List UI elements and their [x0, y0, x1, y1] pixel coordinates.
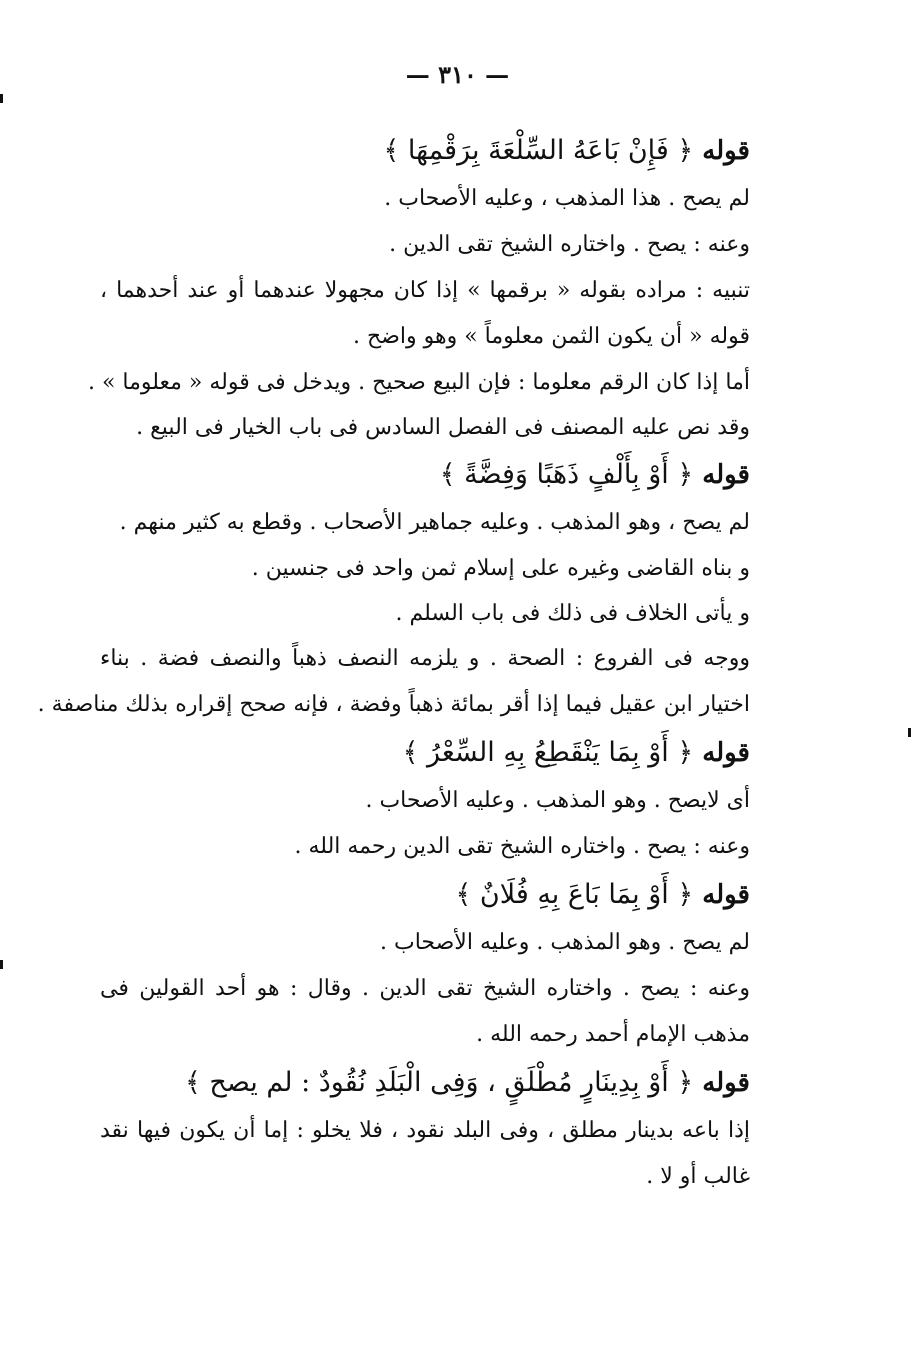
heading-keyword: قوله [702, 738, 750, 768]
paragraph-line: لم يصح . وهو المذهب . وعليه الأصحاب . [380, 930, 750, 955]
paragraph-line: لم يصح . هذا المذهب ، وعليه الأصحاب . [384, 186, 750, 211]
scan-edge-mark [0, 960, 3, 969]
paragraph-line: ووجه فى الفروع : الصحة . و يلزمه النصف ذهباً والنصف فضة . بناء [100, 646, 750, 671]
heading-quote: ﴿ فَإِنْ بَاعَهُ السِّلْعَةَ بِرَقْمِهَا ﴾ [383, 135, 694, 166]
note-line: تنبيه : مراده بقوله « برقمها » إذا كان مجهولا عندهما أو عند أحدهما ، [100, 278, 750, 303]
heading-quote: ﴿ أَوْ بِمَا بَاعَ بِهِ فُلَانٌ ﴾ [455, 879, 694, 910]
paragraph-line: وقد نص عليه المصنف فى الفصل السادس فى باب الخيار فى البيع . [136, 415, 750, 440]
page-body [37, 126, 750, 1200]
scan-edge-mark [908, 728, 911, 737]
section-heading-5 [100, 1058, 750, 1108]
heading-quote: ﴿ أَوْ بِأَلْفٍ ذَهَبًا وَفِضَّةً ﴾ [439, 459, 694, 490]
section-heading-2 [100, 450, 750, 500]
paragraph-line: و يأتى الخلاف فى ذلك فى باب السلم . [395, 601, 750, 626]
note-line: قوله « أن يكون الثمن معلوماً » وهو واضح . [353, 324, 750, 349]
section-heading-4 [100, 870, 750, 920]
paragraph-line: مذهب الإمام أحمد رحمه الله . [476, 1022, 750, 1047]
heading-keyword: قوله [702, 136, 750, 166]
paragraph-line: اختيار ابن عقيل فيما إذا أقر بمائة ذهباً وفضة ، فإنه صحح إقراره بذلك مناصفة . [37, 692, 750, 717]
paragraph-line: أى لايصح . وهو المذهب . وعليه الأصحاب . [365, 788, 750, 813]
page-number: — ٣١٠ — [405, 60, 510, 89]
paragraph-line: إذا باعه بدينار مطلق ، وفى البلد نقود ، فلا يخلو : إما أن يكون فيها نقد [100, 1118, 750, 1143]
scan-edge-mark [0, 94, 3, 103]
paragraph-line: و بناه القاضى وغيره على إسلام ثمن واحد فى جنسين . [251, 556, 750, 581]
paragraph-line: وعنه : يصح . واختاره الشيخ تقى الدين . وقال : هو أحد القولين فى [100, 976, 750, 1001]
heading-keyword: قوله [702, 1068, 750, 1098]
paragraph-line: وعنه : يصح . واختاره الشيخ تقى الدين رحمه الله . [294, 834, 750, 859]
heading-quote: ﴿ أَوْ بِدِينَارٍ مُطْلَقٍ ، وَفِى الْبَلَدِ نُقُودٌ : لم يصح ﴾ [184, 1067, 694, 1098]
heading-keyword: قوله [702, 880, 750, 910]
heading-quote: ﴿ أَوْ بِمَا يَنْقَطِعُ بِهِ السِّعْرُ ﴾ [402, 737, 694, 768]
heading-keyword: قوله [702, 460, 750, 490]
paragraph-line: لم يصح ، وهو المذهب . وعليه جماهير الأصحاب . وقطع به كثير منهم . [119, 510, 750, 535]
section-heading-1 [100, 126, 750, 176]
paragraph-line: غالب أو لا . [646, 1164, 750, 1189]
paragraph-line: وعنه : يصح . واختاره الشيخ تقى الدين . [389, 232, 750, 257]
paragraph-line: أما إذا كان الرقم معلوما : فإن البيع صحيح . ويدخل فى قوله « معلوما » . [87, 370, 750, 395]
section-heading-3 [100, 728, 750, 778]
